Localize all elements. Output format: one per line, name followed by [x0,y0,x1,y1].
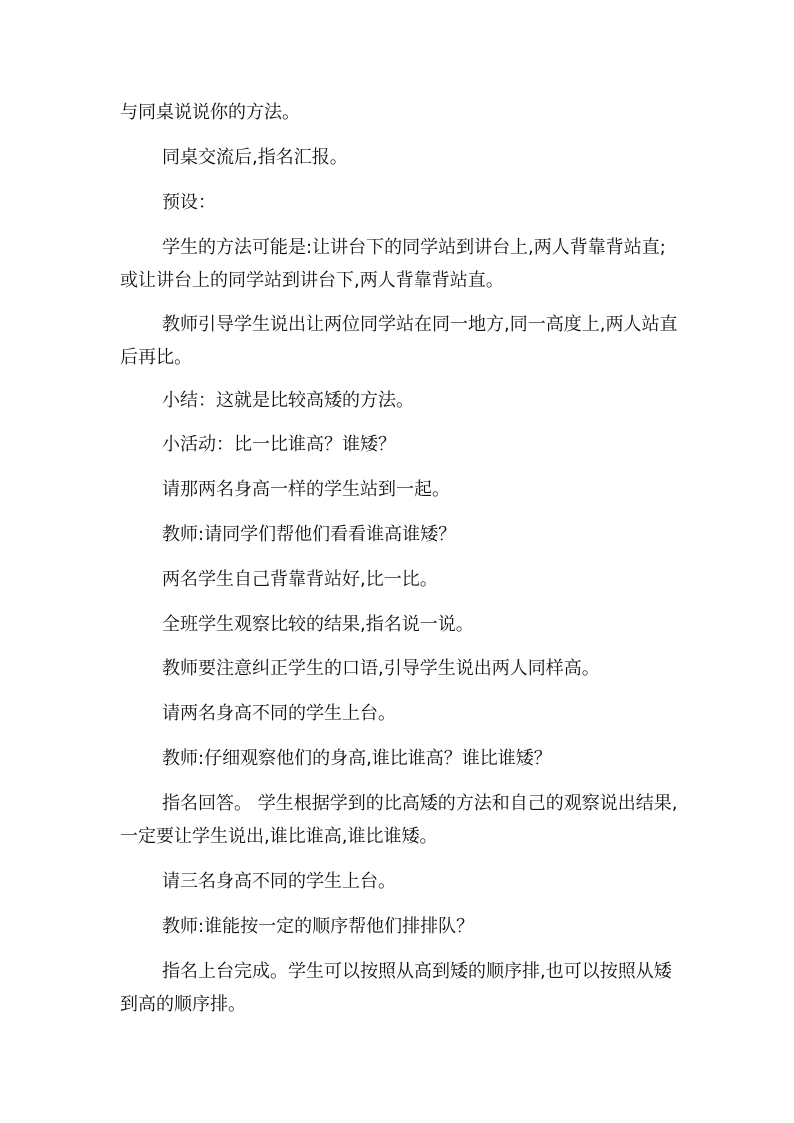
paragraph-13: 请两名身高不同的学生上台。 [162,703,396,724]
paragraph-14: 教师:仔细观察他们的身高,谁比谁高？谁比谁矮？ [162,748,552,769]
paragraph-3: 预设： [162,192,216,213]
paragraph-12: 教师要注意纠正学生的口语,引导学生说出两人同样高。 [162,658,600,679]
paragraph-4: 学生的方法可能是:让讲台下的同学站到讲台上,两人背靠背站直;或让讲台上的同学站到讲台下,两人背靠背站直。 [120,237,666,291]
paragraph-2: 同桌交流后,指名汇报。 [162,147,348,168]
paragraph-7: 小活动：比一比谁高？谁矮？ [162,434,396,455]
paragraph-18: 指名上台完成。学生可以按照从高到矮的顺序排,也可以按照从矮到高的顺序排。 [120,961,672,1015]
paragraph-10: 两名学生自己背靠背站好,比一比。 [162,569,438,590]
paragraph-16: 请三名身高不同的学生上台。 [162,871,396,892]
paragraph-8: 请那两名身高一样的学生站到一起。 [162,479,450,500]
paragraph-17: 教师:谁能按一定的顺序帮他们排排队？ [162,916,475,937]
paragraph-6: 小结：这就是比较高矮的方法。 [162,390,414,411]
paragraph-9: 教师:请同学们帮他们看看谁高谁矮？ [162,524,457,545]
paragraph-1: 与同桌说说你的方法。 [120,102,300,123]
paragraph-5: 教师引导学生说出让两位同学站在同一地方,同一高度上,两人站直后再比。 [120,314,678,368]
paragraph-11: 全班学生观察比较的结果,指名说一说。 [162,614,474,635]
paragraph-15: 指名回答。 学生根据学到的比高矮的方法和自己的观察说出结果,一定要让学生说出,谁比谁高,谁比谁矮。 [120,793,678,847]
